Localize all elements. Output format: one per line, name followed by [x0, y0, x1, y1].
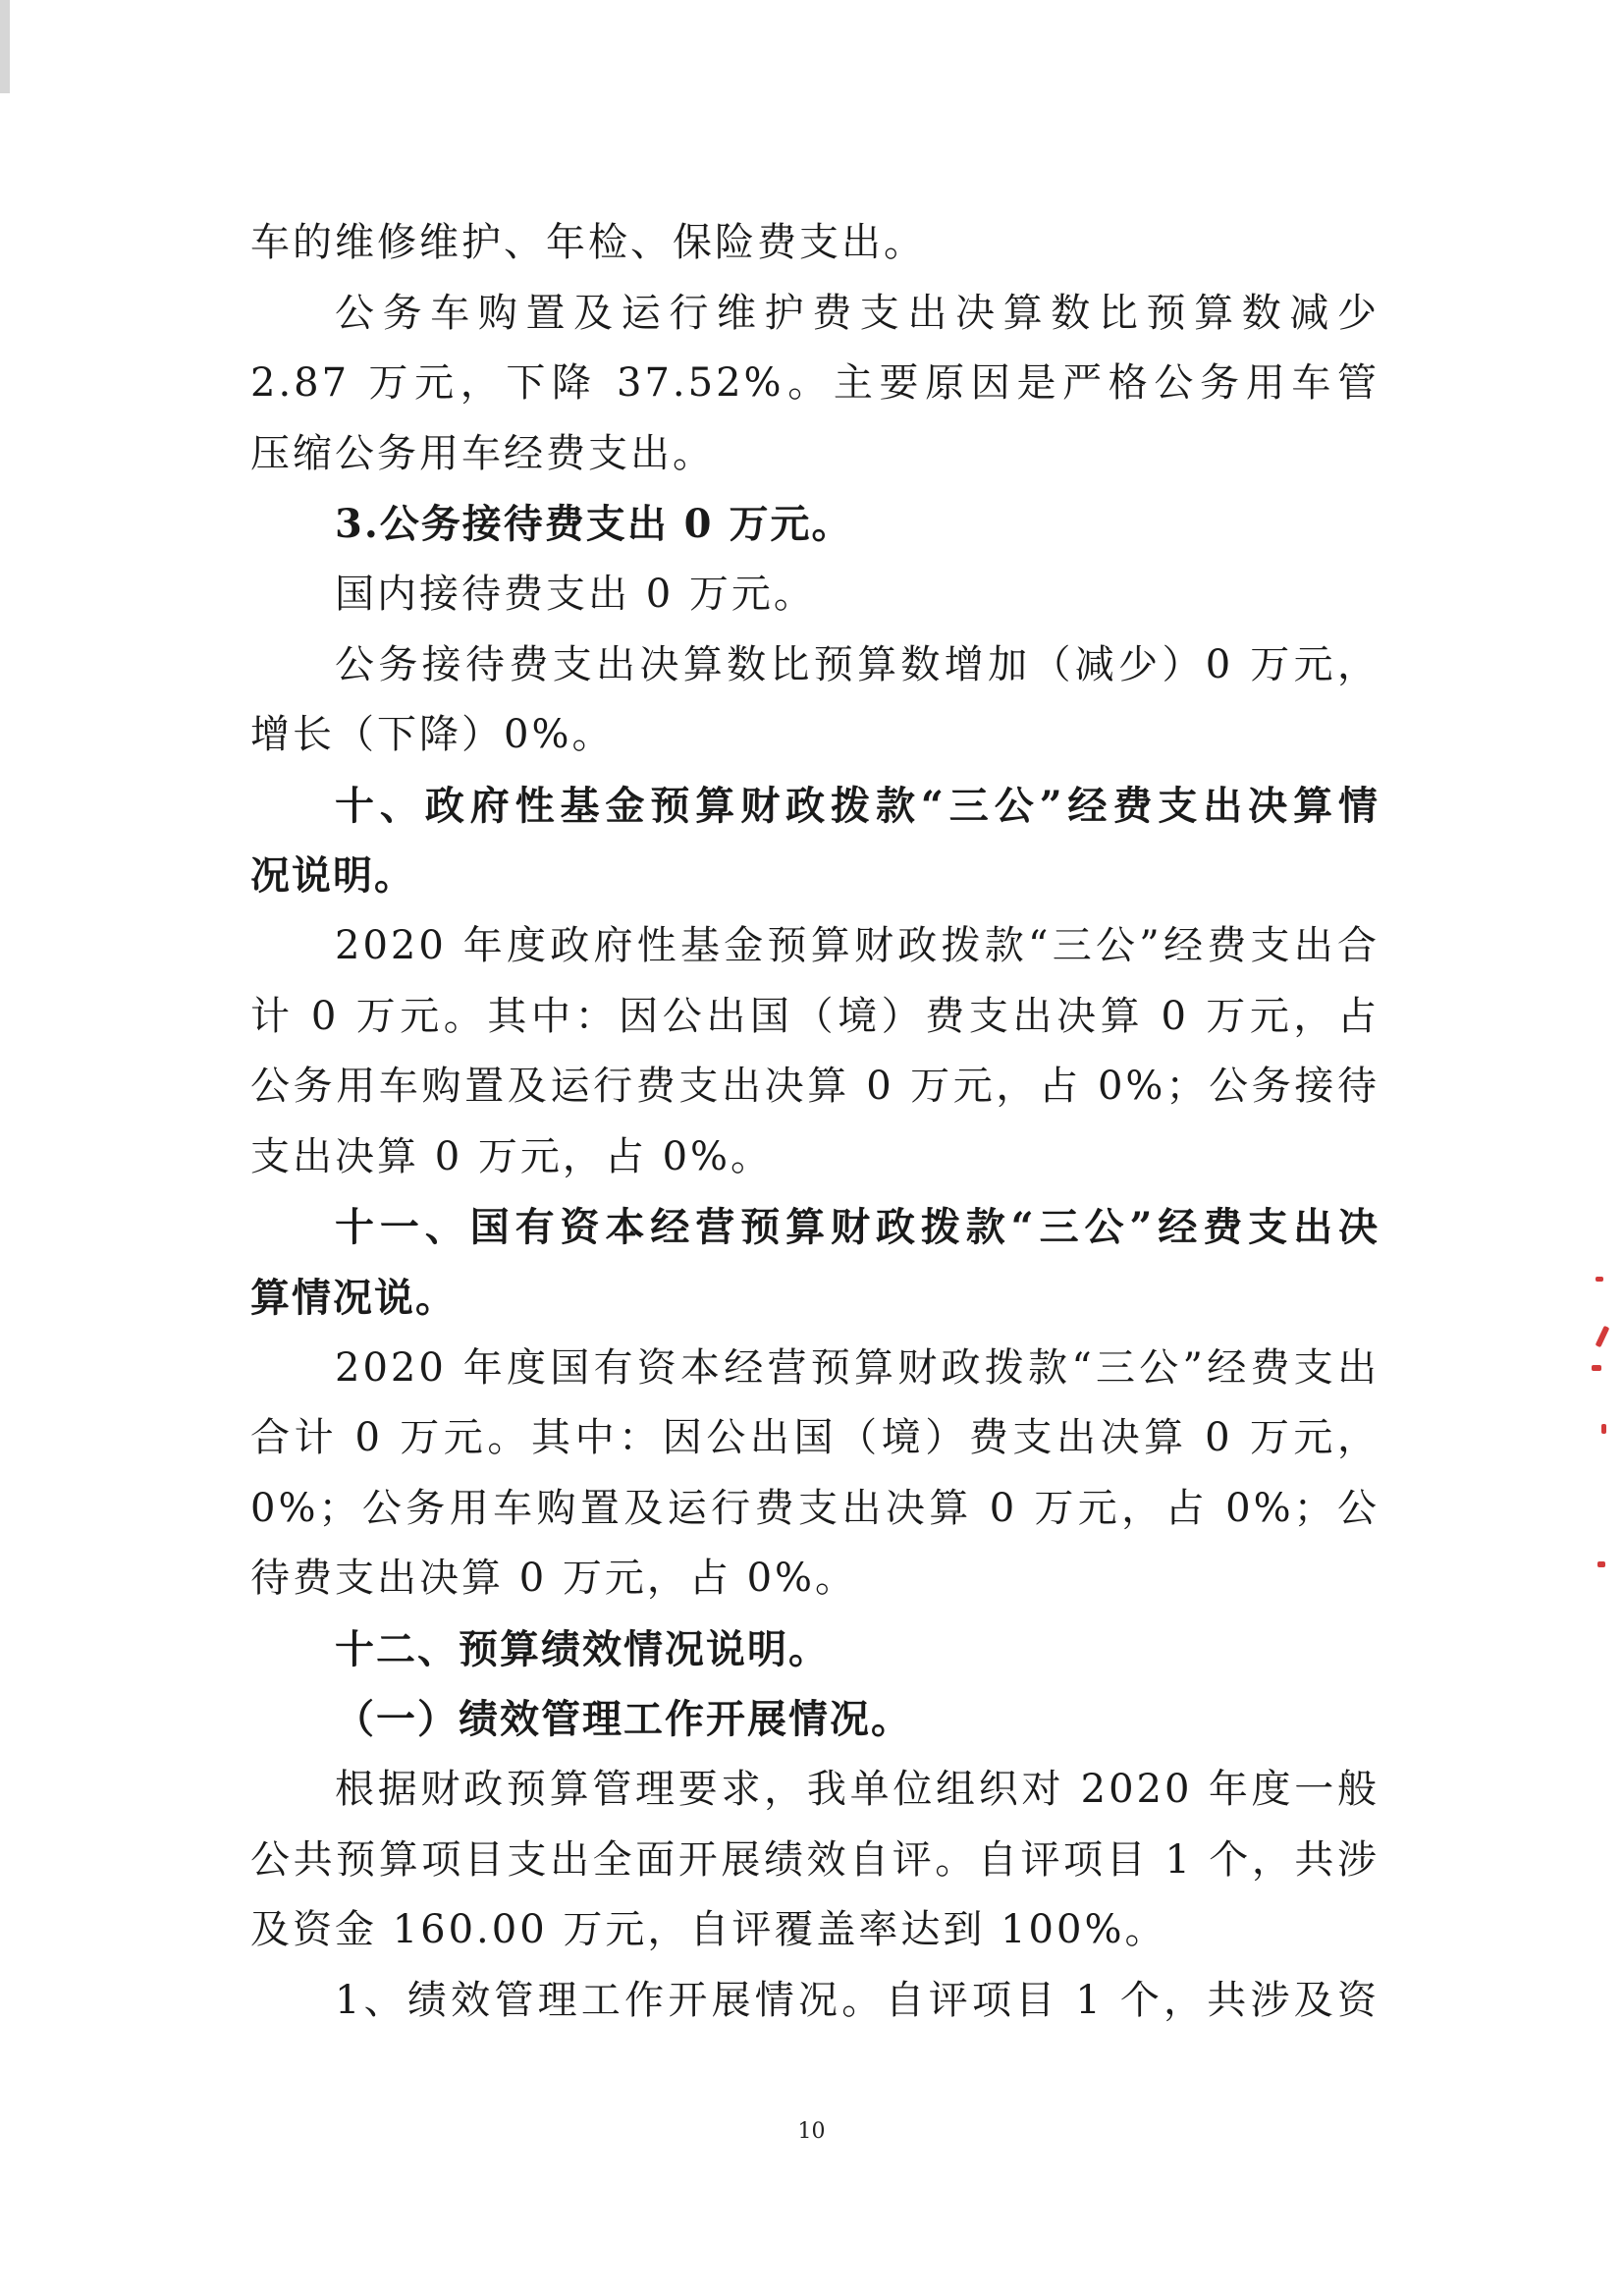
- text-line: 支出决算 0 万元，占 0%。: [250, 1133, 774, 1179]
- text-line: 压缩公务用车经费支出。: [250, 430, 715, 476]
- text-line: 0%；公务用车购置及运行费支出决算 0 万元，占 0%；公: [250, 1485, 1380, 1531]
- text-line: 2020 年度政府性基金预算财政拨款“三公”经费支出合: [335, 922, 1380, 968]
- section-heading-11: 十一、国有资本经营预算财政拨款“三公”经费支出决: [335, 1204, 1380, 1251]
- subheading-reception: 3.公务接待费支出 0 万元。: [335, 501, 853, 548]
- section-heading-11-cont: 算情况说。: [250, 1274, 457, 1321]
- text-line: 计 0 万元。其中：因公出国（境）费支出决算 0 万元，占: [250, 993, 1380, 1039]
- text-line: 2020 年度国有资本经营预算财政拨款“三公”经费支出: [335, 1344, 1380, 1391]
- section-heading-10: 十、政府性基金预算财政拨款“三公”经费支出决算情: [335, 782, 1380, 829]
- body-text: [250, 208, 1380, 2036]
- text-line: 公务车购置及运行维护费支出决算数比预算数减少: [335, 290, 1380, 336]
- seal-stamp-fragment: [1586, 1267, 1615, 1581]
- text-line: 待费支出决算 0 万元，占 0%。: [250, 1556, 858, 1602]
- subsection-heading: （一）绩效管理工作开展情况。: [335, 1696, 912, 1743]
- text-line: 车的维修维护、年检、保险费支出。: [250, 220, 926, 265]
- text-line: 2.87 万元，下降 37.52%。主要原因是严格公务用车管: [250, 360, 1380, 407]
- text-line: 公务用车购置及运行费支出决算 0 万元，占 0%；公务接待: [250, 1064, 1380, 1110]
- text-line: 公共预算项目支出全面开展绩效自评。自评项目 1 个，共涉: [250, 1836, 1380, 1883]
- text-line: 公务接待费支出决算数比预算数增加（减少）0 万元，: [335, 641, 1380, 687]
- text-line: 国内接待费支出 0 万元。: [335, 571, 816, 617]
- text-line: 增长（下降）0%。: [250, 712, 615, 758]
- scan-edge-shadow: [0, 0, 10, 93]
- text-line: 及资金 160.00 万元，自评覆盖率达到 100%。: [250, 1907, 1167, 1953]
- text-line: 根据财政预算管理要求，我单位组织对 2020 年度一般: [335, 1767, 1380, 1813]
- section-heading-12: 十二、预算绩效情况说明。: [335, 1625, 830, 1672]
- page-number: 10: [797, 2119, 826, 2144]
- section-heading-10-cont: 况说明。: [250, 852, 415, 900]
- text-line: 1、绩效管理工作开展情况。自评项目 1 个，共涉及资: [335, 1977, 1380, 2023]
- text-line: 合计 0 万元。其中：因公出国（境）费支出决算 0 万元，: [250, 1415, 1380, 1461]
